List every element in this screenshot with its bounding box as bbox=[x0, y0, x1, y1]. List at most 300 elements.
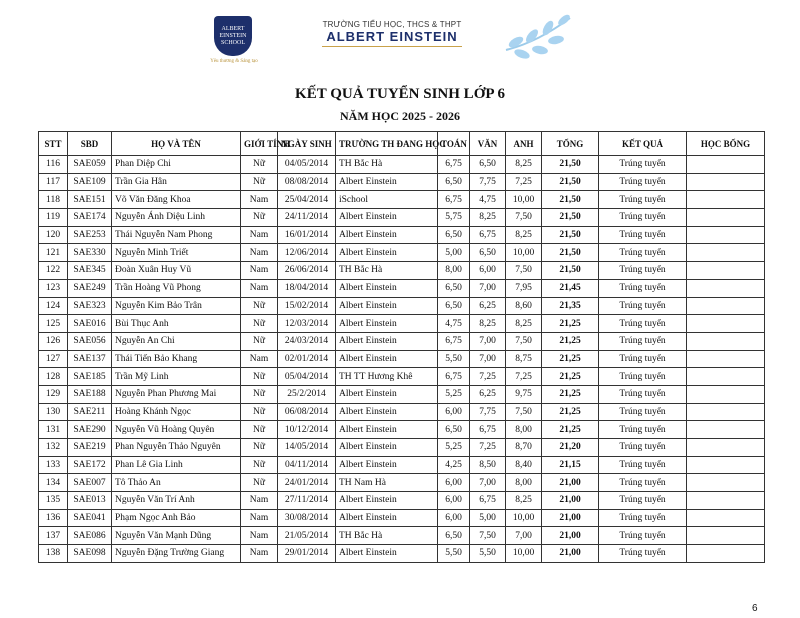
cell-birth-date: 02/01/2014 bbox=[278, 350, 336, 368]
cell-literature-score: 7,00 bbox=[470, 350, 506, 368]
cell-full-name: Hoàng Khánh Ngọc bbox=[112, 403, 241, 421]
cell-current-school: Albert Einstein bbox=[336, 173, 438, 191]
cell-birth-date: 04/05/2014 bbox=[278, 156, 336, 174]
cell-sbd: SAE172 bbox=[68, 456, 112, 474]
cell-english-score: 7,50 bbox=[506, 403, 542, 421]
cell-math-score: 4,75 bbox=[438, 315, 470, 333]
column-header-literature-score: VĂN bbox=[470, 132, 506, 156]
cell-birth-date: 24/11/2014 bbox=[278, 209, 336, 227]
cell-math-score: 6,00 bbox=[438, 403, 470, 421]
cell-sbd: SAE109 bbox=[68, 173, 112, 191]
cell-english-score: 10,00 bbox=[506, 509, 542, 527]
cell-total-score: 21,00 bbox=[542, 492, 599, 510]
cell-current-school: Albert Einstein bbox=[336, 456, 438, 474]
cell-birth-date: 27/11/2014 bbox=[278, 492, 336, 510]
cell-gender: Nữ bbox=[241, 385, 278, 403]
cell-english-score: 8,25 bbox=[506, 156, 542, 174]
cell-birth-date: 12/06/2014 bbox=[278, 244, 336, 262]
cell-result: Trúng tuyển bbox=[599, 297, 687, 315]
cell-literature-score: 7,00 bbox=[470, 279, 506, 297]
table-row bbox=[39, 403, 765, 421]
cell-stt: 118 bbox=[39, 191, 68, 209]
cell-current-school: Albert Einstein bbox=[336, 209, 438, 227]
cell-stt: 123 bbox=[39, 279, 68, 297]
page-number: 6 bbox=[752, 603, 758, 614]
cell-sbd: SAE098 bbox=[68, 545, 112, 563]
table-header-row bbox=[39, 132, 765, 156]
cell-english-score: 8,25 bbox=[506, 226, 542, 244]
cell-sbd: SAE007 bbox=[68, 474, 112, 492]
cell-english-score: 7,25 bbox=[506, 368, 542, 386]
cell-gender: Nam bbox=[241, 509, 278, 527]
cell-birth-date: 26/06/2014 bbox=[278, 262, 336, 280]
cell-literature-score: 6,75 bbox=[470, 421, 506, 439]
cell-math-score: 5,25 bbox=[438, 385, 470, 403]
cell-full-name: Bùi Thục Anh bbox=[112, 315, 241, 333]
cell-birth-date: 14/05/2014 bbox=[278, 439, 336, 457]
cell-result: Trúng tuyển bbox=[599, 350, 687, 368]
cell-gender: Nữ bbox=[241, 332, 278, 350]
cell-result: Trúng tuyển bbox=[599, 244, 687, 262]
cell-full-name: Phạm Ngọc Anh Bảo bbox=[112, 509, 241, 527]
cell-birth-date: 10/12/2014 bbox=[278, 421, 336, 439]
cell-math-score: 6,50 bbox=[438, 297, 470, 315]
cell-gender: Nữ bbox=[241, 173, 278, 191]
table-row bbox=[39, 191, 765, 209]
cell-literature-score: 7,50 bbox=[470, 527, 506, 545]
cell-stt: 131 bbox=[39, 421, 68, 439]
cell-result: Trúng tuyển bbox=[599, 385, 687, 403]
cell-birth-date: 04/11/2014 bbox=[278, 456, 336, 474]
cell-current-school: TH Bắc Hà bbox=[336, 262, 438, 280]
cell-stt: 116 bbox=[39, 156, 68, 174]
cell-english-score: 10,00 bbox=[506, 191, 542, 209]
cell-full-name: Nguyễn An Chi bbox=[112, 332, 241, 350]
table-row bbox=[39, 297, 765, 315]
cell-result: Trúng tuyển bbox=[599, 156, 687, 174]
cell-current-school: Albert Einstein bbox=[336, 385, 438, 403]
cell-full-name: Nguyễn Kim Bảo Trân bbox=[112, 297, 241, 315]
cell-full-name: Nguyễn Minh Triết bbox=[112, 244, 241, 262]
cell-result: Trúng tuyển bbox=[599, 545, 687, 563]
admission-results-table bbox=[38, 131, 765, 563]
cell-literature-score: 8,50 bbox=[470, 456, 506, 474]
cell-full-name: Nguyễn Đặng Trường Giang bbox=[112, 545, 241, 563]
cell-current-school: Albert Einstein bbox=[336, 350, 438, 368]
table-row bbox=[39, 492, 765, 510]
cell-english-score: 10,00 bbox=[506, 244, 542, 262]
column-header-full-name: HỌ VÀ TÊN bbox=[112, 132, 241, 156]
cell-stt: 130 bbox=[39, 403, 68, 421]
cell-english-score: 8,25 bbox=[506, 315, 542, 333]
cell-total-score: 21,50 bbox=[542, 191, 599, 209]
cell-gender: Nam bbox=[241, 226, 278, 244]
cell-sbd: SAE013 bbox=[68, 492, 112, 510]
cell-current-school: Albert Einstein bbox=[336, 297, 438, 315]
cell-gender: Nam bbox=[241, 244, 278, 262]
table-row bbox=[39, 439, 765, 457]
cell-literature-score: 8,25 bbox=[470, 315, 506, 333]
cell-sbd: SAE253 bbox=[68, 226, 112, 244]
table-row bbox=[39, 385, 765, 403]
cell-current-school: Albert Einstein bbox=[336, 226, 438, 244]
cell-birth-date: 30/08/2014 bbox=[278, 509, 336, 527]
cell-full-name: Tô Thảo An bbox=[112, 474, 241, 492]
cell-math-score: 5,25 bbox=[438, 439, 470, 457]
cell-current-school: Albert Einstein bbox=[336, 545, 438, 563]
cell-sbd: SAE188 bbox=[68, 385, 112, 403]
school-name-logo bbox=[322, 20, 462, 47]
cell-math-score: 5,50 bbox=[438, 545, 470, 563]
cell-literature-score: 5,00 bbox=[470, 509, 506, 527]
cell-result: Trúng tuyển bbox=[599, 421, 687, 439]
cell-english-score: 9,75 bbox=[506, 385, 542, 403]
cell-scholarship bbox=[687, 262, 765, 280]
cell-literature-score: 6,50 bbox=[470, 244, 506, 262]
column-header-total-score: TỔNG bbox=[542, 132, 599, 156]
cell-birth-date: 05/04/2014 bbox=[278, 368, 336, 386]
school-crest-logo bbox=[204, 14, 264, 72]
cell-birth-date: 06/08/2014 bbox=[278, 403, 336, 421]
cell-scholarship bbox=[687, 403, 765, 421]
cell-gender: Nam bbox=[241, 492, 278, 510]
cell-stt: 137 bbox=[39, 527, 68, 545]
cell-stt: 136 bbox=[39, 509, 68, 527]
cell-literature-score: 4,75 bbox=[470, 191, 506, 209]
table-row bbox=[39, 315, 765, 333]
cell-literature-score: 6,25 bbox=[470, 297, 506, 315]
cell-current-school: Albert Einstein bbox=[336, 421, 438, 439]
cell-birth-date: 21/05/2014 bbox=[278, 527, 336, 545]
cell-gender: Nữ bbox=[241, 456, 278, 474]
cell-literature-score: 7,25 bbox=[470, 368, 506, 386]
cell-sbd: SAE211 bbox=[68, 403, 112, 421]
cell-total-score: 21,00 bbox=[542, 509, 599, 527]
cell-scholarship bbox=[687, 332, 765, 350]
cell-math-score: 6,75 bbox=[438, 156, 470, 174]
cell-stt: 126 bbox=[39, 332, 68, 350]
cell-math-score: 6,50 bbox=[438, 173, 470, 191]
cell-sbd: SAE345 bbox=[68, 262, 112, 280]
cell-scholarship bbox=[687, 191, 765, 209]
cell-scholarship bbox=[687, 368, 765, 386]
cell-full-name: Trần Mỹ Linh bbox=[112, 368, 241, 386]
cell-stt: 124 bbox=[39, 297, 68, 315]
cell-scholarship bbox=[687, 492, 765, 510]
cell-scholarship bbox=[687, 173, 765, 191]
cell-sbd: SAE185 bbox=[68, 368, 112, 386]
cell-result: Trúng tuyển bbox=[599, 368, 687, 386]
cell-full-name: Phan Lê Gia Linh bbox=[112, 456, 241, 474]
cell-literature-score: 6,75 bbox=[470, 492, 506, 510]
cell-literature-score: 5,50 bbox=[470, 545, 506, 563]
cell-birth-date: 25/04/2014 bbox=[278, 191, 336, 209]
cell-result: Trúng tuyển bbox=[599, 527, 687, 545]
table-row bbox=[39, 173, 765, 191]
cell-stt: 135 bbox=[39, 492, 68, 510]
cell-sbd: SAE016 bbox=[68, 315, 112, 333]
cell-literature-score: 6,00 bbox=[470, 262, 506, 280]
cell-birth-date: 24/03/2014 bbox=[278, 332, 336, 350]
cell-english-score: 8,00 bbox=[506, 421, 542, 439]
column-header-english-score: ANH bbox=[506, 132, 542, 156]
cell-gender: Nữ bbox=[241, 421, 278, 439]
cell-total-score: 21,25 bbox=[542, 315, 599, 333]
cell-literature-score: 6,50 bbox=[470, 156, 506, 174]
cell-sbd: SAE219 bbox=[68, 439, 112, 457]
cell-scholarship bbox=[687, 527, 765, 545]
column-header-gender: GIỚI TÍNH bbox=[241, 132, 278, 156]
cell-math-score: 6,50 bbox=[438, 421, 470, 439]
cell-stt: 122 bbox=[39, 262, 68, 280]
brand-line2: ALBERT EINSTEIN bbox=[322, 29, 462, 47]
cell-english-score: 10,00 bbox=[506, 545, 542, 563]
cell-total-score: 21,00 bbox=[542, 545, 599, 563]
cell-scholarship bbox=[687, 156, 765, 174]
cell-gender: Nữ bbox=[241, 403, 278, 421]
cell-sbd: SAE330 bbox=[68, 244, 112, 262]
cell-total-score: 21,25 bbox=[542, 368, 599, 386]
cell-result: Trúng tuyển bbox=[599, 332, 687, 350]
cell-math-score: 6,75 bbox=[438, 368, 470, 386]
cell-result: Trúng tuyển bbox=[599, 173, 687, 191]
cell-full-name: Nguyễn Vũ Hoàng Quyên bbox=[112, 421, 241, 439]
cell-total-score: 21,50 bbox=[542, 226, 599, 244]
cell-gender: Nam bbox=[241, 350, 278, 368]
cell-current-school: TH Bắc Hà bbox=[336, 156, 438, 174]
cell-full-name: Nguyễn Văn Mạnh Dũng bbox=[112, 527, 241, 545]
cell-total-score: 21,45 bbox=[542, 279, 599, 297]
cell-gender: Nữ bbox=[241, 156, 278, 174]
cell-literature-score: 7,25 bbox=[470, 439, 506, 457]
cell-birth-date: 12/03/2014 bbox=[278, 315, 336, 333]
table-row bbox=[39, 509, 765, 527]
cell-english-score: 8,75 bbox=[506, 350, 542, 368]
cell-scholarship bbox=[687, 421, 765, 439]
cell-scholarship bbox=[687, 297, 765, 315]
cell-stt: 132 bbox=[39, 439, 68, 457]
cell-full-name: Phan Nguyễn Thảo Nguyên bbox=[112, 439, 241, 457]
cell-math-score: 4,25 bbox=[438, 456, 470, 474]
table-row bbox=[39, 545, 765, 563]
cell-full-name: Võ Văn Đăng Khoa bbox=[112, 191, 241, 209]
cell-stt: 134 bbox=[39, 474, 68, 492]
table-row bbox=[39, 421, 765, 439]
cell-gender: Nữ bbox=[241, 474, 278, 492]
cell-gender: Nữ bbox=[241, 209, 278, 227]
cell-result: Trúng tuyển bbox=[599, 209, 687, 227]
cell-result: Trúng tuyển bbox=[599, 456, 687, 474]
cell-total-score: 21,25 bbox=[542, 332, 599, 350]
cell-stt: 128 bbox=[39, 368, 68, 386]
cell-full-name: Thái Tiến Bảo Khang bbox=[112, 350, 241, 368]
cell-full-name: Trần Gia Hân bbox=[112, 173, 241, 191]
cell-full-name: Phan Diệp Chi bbox=[112, 156, 241, 174]
cell-english-score: 7,50 bbox=[506, 209, 542, 227]
cell-total-score: 21,50 bbox=[542, 156, 599, 174]
crest-motto: Yêu thương & Sáng tạo bbox=[210, 59, 258, 64]
cell-current-school: Albert Einstein bbox=[336, 403, 438, 421]
cell-scholarship bbox=[687, 244, 765, 262]
cell-gender: Nam bbox=[241, 527, 278, 545]
cell-result: Trúng tuyển bbox=[599, 474, 687, 492]
cell-birth-date: 25/2/2014 bbox=[278, 385, 336, 403]
cell-sbd: SAE174 bbox=[68, 209, 112, 227]
table-row bbox=[39, 279, 765, 297]
cell-literature-score: 7,75 bbox=[470, 173, 506, 191]
cell-gender: Nữ bbox=[241, 368, 278, 386]
cell-full-name: Đoàn Xuân Huy Vũ bbox=[112, 262, 241, 280]
cell-total-score: 21,00 bbox=[542, 527, 599, 545]
cell-current-school: Albert Einstein bbox=[336, 279, 438, 297]
cell-scholarship bbox=[687, 385, 765, 403]
cell-english-score: 7,95 bbox=[506, 279, 542, 297]
cell-result: Trúng tuyển bbox=[599, 403, 687, 421]
cell-gender: Nam bbox=[241, 191, 278, 209]
cell-birth-date: 18/04/2014 bbox=[278, 279, 336, 297]
cell-english-score: 7,50 bbox=[506, 332, 542, 350]
table-row bbox=[39, 209, 765, 227]
cell-full-name: Nguyễn Ánh Diệu Linh bbox=[112, 209, 241, 227]
cell-result: Trúng tuyển bbox=[599, 509, 687, 527]
column-header-birth-date: NGÀY SINH bbox=[278, 132, 336, 156]
column-header-stt: STT bbox=[39, 132, 68, 156]
cell-result: Trúng tuyển bbox=[599, 439, 687, 457]
cell-current-school: TH Bắc Hà bbox=[336, 527, 438, 545]
cell-english-score: 8,70 bbox=[506, 439, 542, 457]
cell-gender: Nam bbox=[241, 545, 278, 563]
column-header-current-school: TRƯỜNG TH ĐANG HỌC bbox=[336, 132, 438, 156]
cell-full-name: Nguyễn Phan Phương Mai bbox=[112, 385, 241, 403]
cell-total-score: 21,25 bbox=[542, 350, 599, 368]
cell-current-school: Albert Einstein bbox=[336, 509, 438, 527]
cell-result: Trúng tuyển bbox=[599, 262, 687, 280]
cell-full-name: Thái Nguyễn Nam Phong bbox=[112, 226, 241, 244]
cell-english-score: 7,50 bbox=[506, 262, 542, 280]
cell-literature-score: 7,00 bbox=[470, 332, 506, 350]
cell-birth-date: 08/08/2014 bbox=[278, 173, 336, 191]
table-row bbox=[39, 156, 765, 174]
table-row bbox=[39, 244, 765, 262]
cell-stt: 125 bbox=[39, 315, 68, 333]
cell-math-score: 6,00 bbox=[438, 492, 470, 510]
cell-sbd: SAE249 bbox=[68, 279, 112, 297]
cell-math-score: 5,00 bbox=[438, 244, 470, 262]
cell-birth-date: 29/01/2014 bbox=[278, 545, 336, 563]
cell-sbd: SAE137 bbox=[68, 350, 112, 368]
cell-scholarship bbox=[687, 509, 765, 527]
cell-math-score: 6,75 bbox=[438, 191, 470, 209]
cell-total-score: 21,25 bbox=[542, 421, 599, 439]
cell-scholarship bbox=[687, 279, 765, 297]
cell-result: Trúng tuyển bbox=[599, 191, 687, 209]
cell-math-score: 6,50 bbox=[438, 527, 470, 545]
cell-birth-date: 16/01/2014 bbox=[278, 226, 336, 244]
cell-birth-date: 24/01/2014 bbox=[278, 474, 336, 492]
cell-result: Trúng tuyển bbox=[599, 315, 687, 333]
cell-scholarship bbox=[687, 350, 765, 368]
cell-english-score: 8,40 bbox=[506, 456, 542, 474]
table-row bbox=[39, 350, 765, 368]
cell-sbd: SAE059 bbox=[68, 156, 112, 174]
cell-current-school: Albert Einstein bbox=[336, 315, 438, 333]
column-header-math-score: TOÁN bbox=[438, 132, 470, 156]
cell-stt: 117 bbox=[39, 173, 68, 191]
cell-stt: 129 bbox=[39, 385, 68, 403]
cell-gender: Nữ bbox=[241, 315, 278, 333]
cell-stt: 138 bbox=[39, 545, 68, 563]
cell-current-school: Albert Einstein bbox=[336, 439, 438, 457]
cell-scholarship bbox=[687, 315, 765, 333]
cell-math-score: 6,50 bbox=[438, 226, 470, 244]
table-row bbox=[39, 368, 765, 386]
cell-full-name: Trần Hoàng Vũ Phong bbox=[112, 279, 241, 297]
cell-total-score: 21,00 bbox=[542, 474, 599, 492]
table-row bbox=[39, 262, 765, 280]
cell-literature-score: 6,25 bbox=[470, 385, 506, 403]
cell-english-score: 7,00 bbox=[506, 527, 542, 545]
cell-stt: 119 bbox=[39, 209, 68, 227]
cell-gender: Nam bbox=[241, 279, 278, 297]
crest-shield: ALBERT EINSTEIN SCHOOL bbox=[214, 16, 252, 56]
cell-current-school: Albert Einstein bbox=[336, 332, 438, 350]
cell-literature-score: 6,75 bbox=[470, 226, 506, 244]
cell-total-score: 21,50 bbox=[542, 173, 599, 191]
cell-gender: Nam bbox=[241, 262, 278, 280]
cell-stt: 120 bbox=[39, 226, 68, 244]
cell-current-school: TH Nam Hà bbox=[336, 474, 438, 492]
table-row bbox=[39, 456, 765, 474]
cell-result: Trúng tuyển bbox=[599, 279, 687, 297]
document-title: KẾT QUẢ TUYỂN SINH LỚP 6 bbox=[295, 86, 505, 102]
cell-math-score: 5,50 bbox=[438, 350, 470, 368]
cell-total-score: 21,50 bbox=[542, 262, 599, 280]
cell-scholarship bbox=[687, 439, 765, 457]
document-subtitle: NĂM HỌC 2025 - 2026 bbox=[340, 109, 460, 123]
cell-current-school: Albert Einstein bbox=[336, 492, 438, 510]
cell-english-score: 7,25 bbox=[506, 173, 542, 191]
column-header-sbd: SBD bbox=[68, 132, 112, 156]
cell-english-score: 8,60 bbox=[506, 297, 542, 315]
cell-current-school: TH TT Hương Khê bbox=[336, 368, 438, 386]
cell-literature-score: 7,75 bbox=[470, 403, 506, 421]
cell-sbd: SAE290 bbox=[68, 421, 112, 439]
cell-sbd: SAE056 bbox=[68, 332, 112, 350]
cell-total-score: 21,25 bbox=[542, 385, 599, 403]
cell-scholarship bbox=[687, 209, 765, 227]
cell-math-score: 5,75 bbox=[438, 209, 470, 227]
cell-total-score: 21,20 bbox=[542, 439, 599, 457]
cell-total-score: 21,35 bbox=[542, 297, 599, 315]
cell-gender: Nữ bbox=[241, 439, 278, 457]
cell-math-score: 6,00 bbox=[438, 509, 470, 527]
cell-math-score: 6,50 bbox=[438, 279, 470, 297]
table-row bbox=[39, 226, 765, 244]
cell-total-score: 21,15 bbox=[542, 456, 599, 474]
cell-sbd: SAE086 bbox=[68, 527, 112, 545]
table-row bbox=[39, 474, 765, 492]
cell-total-score: 21,25 bbox=[542, 403, 599, 421]
cell-full-name: Nguyễn Văn Trí Anh bbox=[112, 492, 241, 510]
cell-stt: 127 bbox=[39, 350, 68, 368]
cell-english-score: 8,00 bbox=[506, 474, 542, 492]
cell-math-score: 6,75 bbox=[438, 332, 470, 350]
cell-sbd: SAE041 bbox=[68, 509, 112, 527]
cell-stt: 133 bbox=[39, 456, 68, 474]
cell-scholarship bbox=[687, 545, 765, 563]
cell-total-score: 21,50 bbox=[542, 209, 599, 227]
cell-result: Trúng tuyển bbox=[599, 492, 687, 510]
